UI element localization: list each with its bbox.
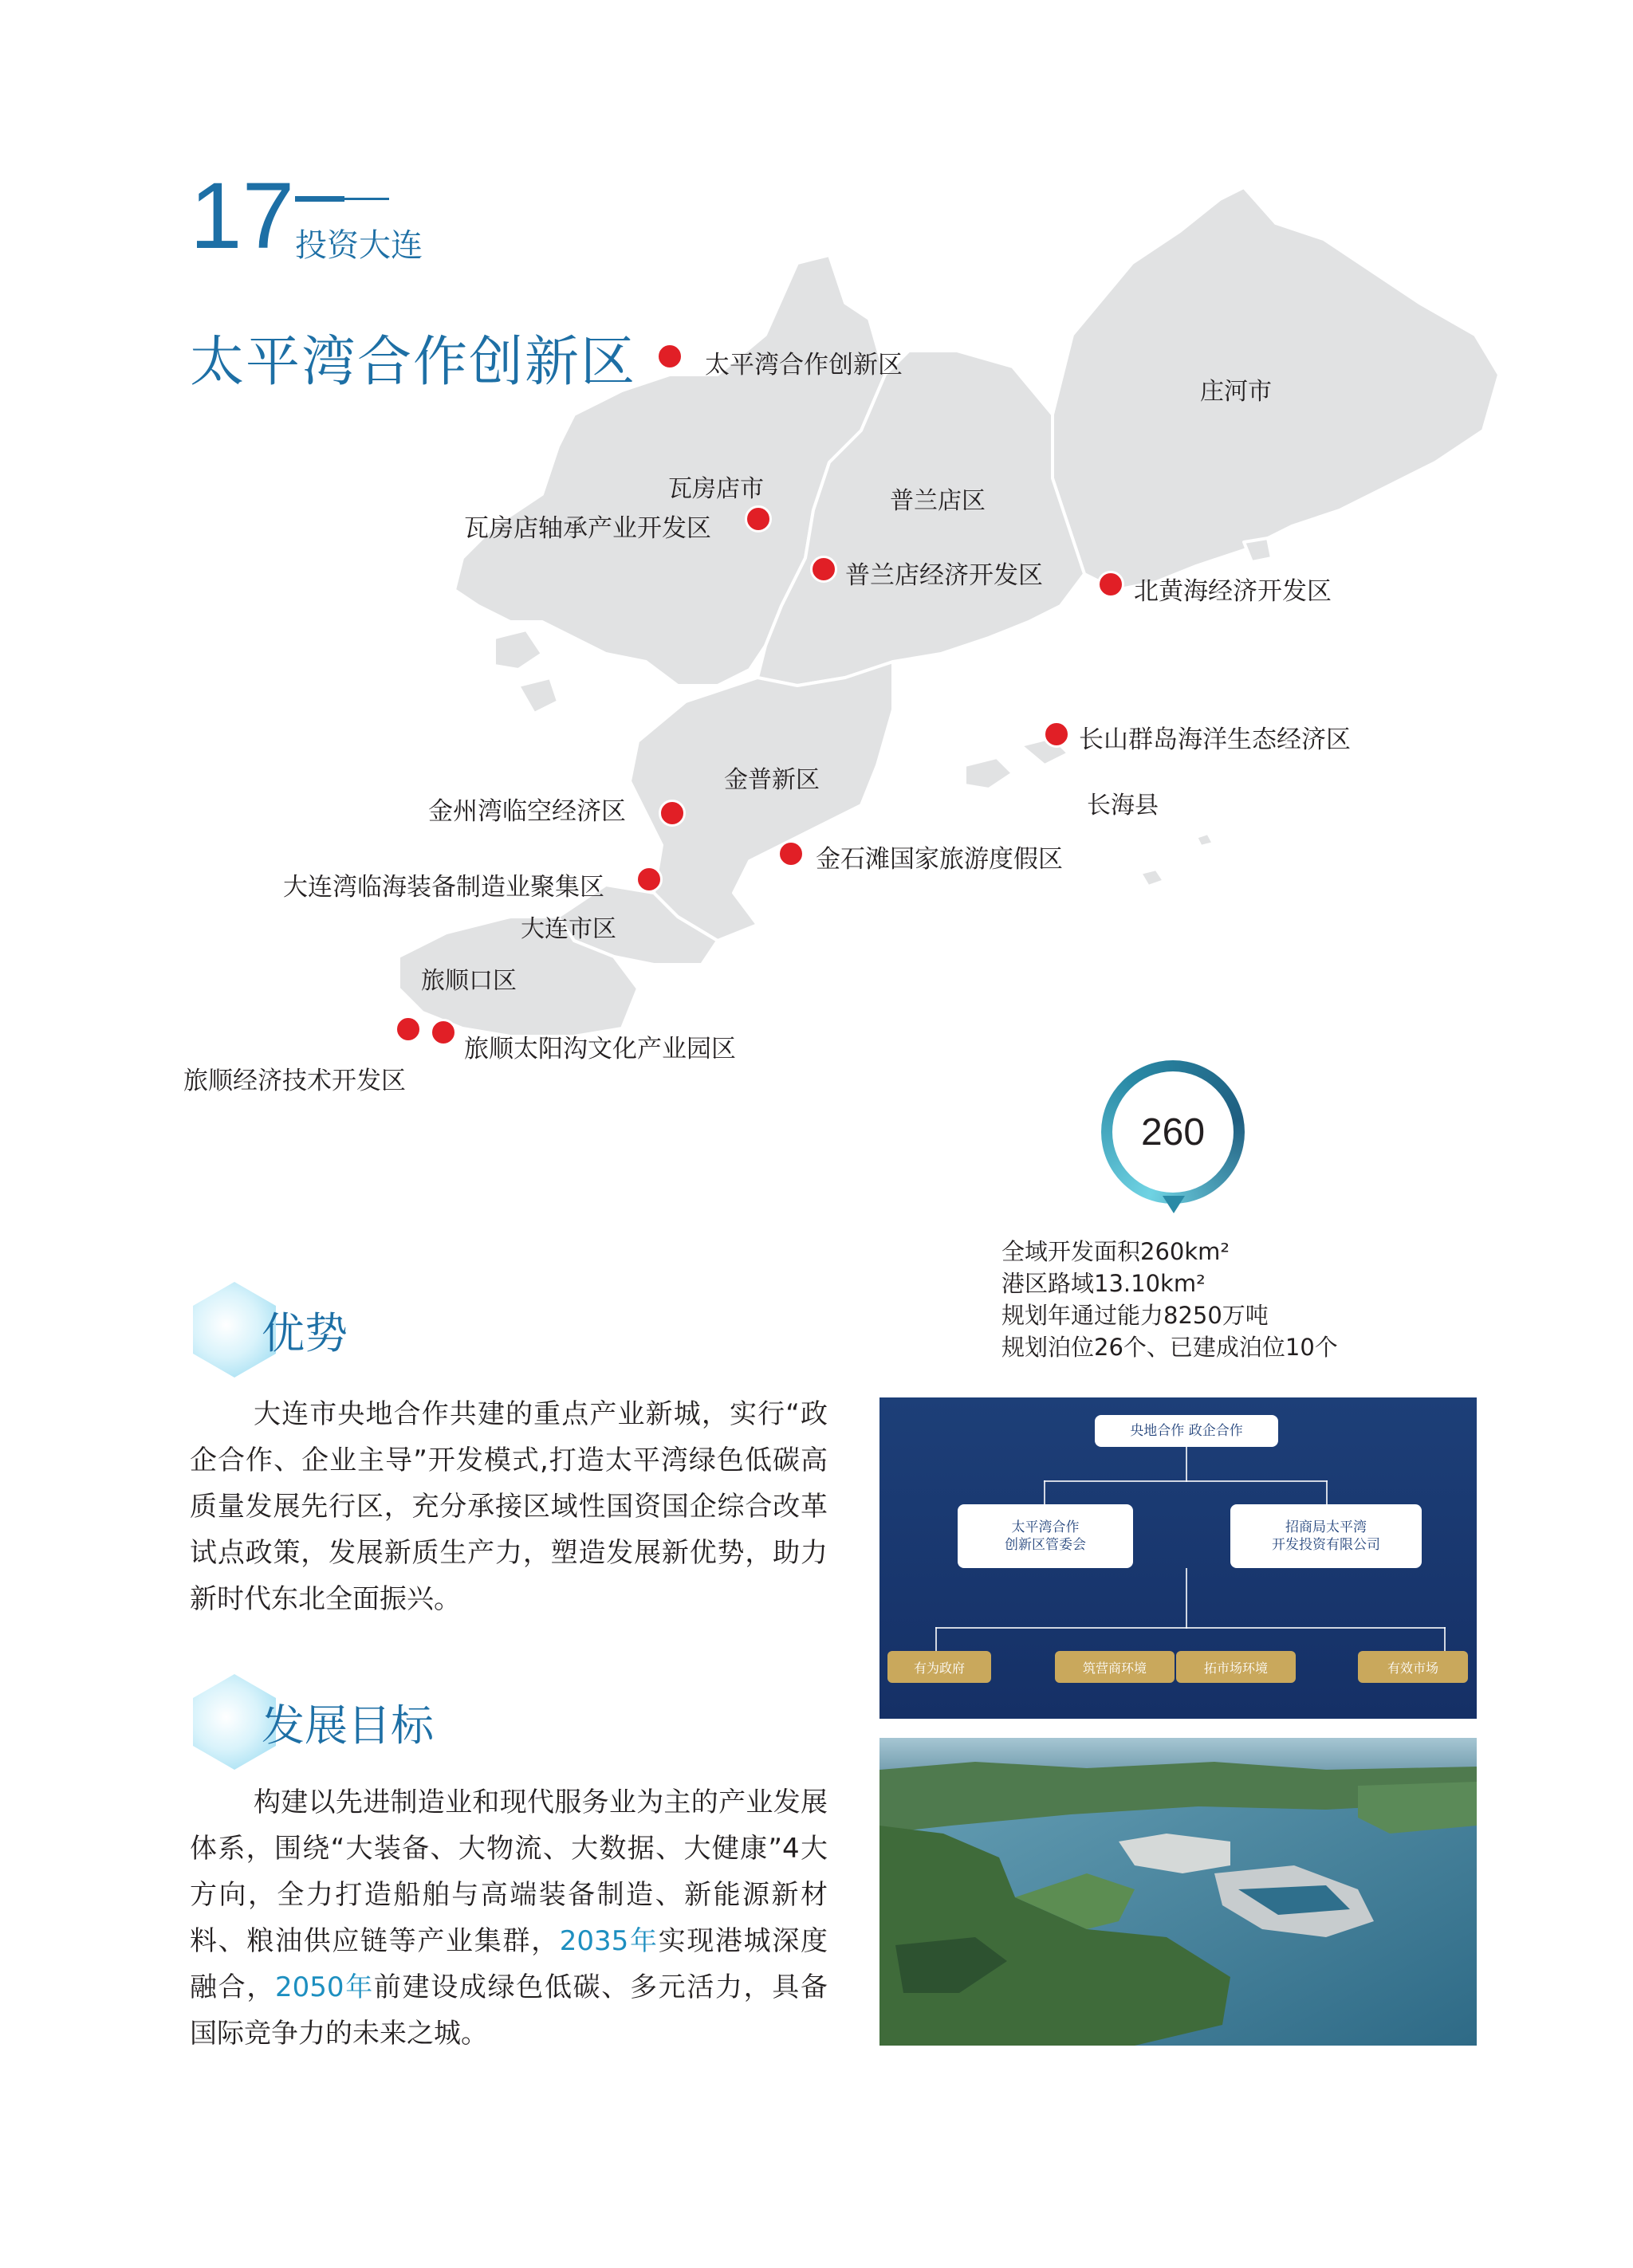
stat-bubble [1101,1060,1245,1204]
org-connector [1326,1480,1328,1504]
region-shape-offshore-3 [1244,538,1272,562]
org-connector [1444,1627,1446,1651]
goals-title: 发展目标 [262,1700,434,1751]
stat-lines [1001,1236,1338,1363]
org-chart [879,1397,1477,1719]
org-bottom-box: 筑营商环境 [1055,1651,1175,1683]
org-connector [935,1627,937,1651]
org-connector [935,1627,1446,1629]
zone-label-beihuanghai: 北黄海经济开发区 [1134,577,1332,606]
org-right-line1: 招商局太平湾 [1285,1519,1367,1535]
org-right-line2: 开发投资有限公司 [1272,1537,1380,1553]
region-shape-changhai-1 [965,757,1013,789]
goals-year-2050: 2050年 [275,1971,374,2003]
aerial-photo [879,1738,1477,2046]
org-right-box [1230,1504,1422,1568]
zone-label-jinzhouwan: 金州湾临空经济区 [428,797,626,826]
stat-bubble-pointer [1163,1196,1185,1213]
page-number: 17 [190,163,295,269]
org-bottom-box: 有效市场 [1358,1651,1468,1683]
region-shape-offshore-1 [494,630,542,670]
advantages-text: 大连市央地合作共建的重点产业新城，实行“政企合作、企业主导”开发模式,打造太平湾绿色低碳高质量发展先行区，充分承接区域性国资国企综合改革试点政策，发展新质生产力，塑造发展新优势，助力新时代东北全面振兴。 [190,1398,828,1615]
zone-label-jinshitan: 金石滩国家旅游度假区 [816,845,1063,874]
region-shape-changhai-3 [1140,869,1164,886]
goals-text-a: 构建以先进制造业和现代服务业为主的产业发展体系，围绕“大装备、大物流、大数据、大健康”4大方向，全力打造船舶与高端装备制造、新能源新材料、粮油供应链等产业集群， [190,1786,828,1957]
goals-text-b: 实现港城深度融合， [190,1925,828,2003]
stat-line: 全域开发面积260km² [1001,1238,1230,1265]
zone-dot-jinzhouwan[interactable] [659,800,686,827]
org-bottom-box: 拓市场环境 [1176,1651,1296,1683]
region-label-jinpu: 金普新区 [724,766,820,794]
zone-label-pld-econ: 普兰店经济开发区 [845,561,1043,590]
org-left-box [958,1504,1133,1568]
region-label-dalian-city: 大连市区 [521,915,616,943]
zone-label-wfd-bearing: 瓦房店轴承产业开发区 [464,514,711,543]
zone-label-lvshun-taiyanggou: 旅顺太阳沟文化产业园区 [464,1035,736,1063]
zone-label-lvshun-econ: 旅顺经济技术开发区 [183,1067,406,1095]
goals-year-2035: 2035年 [559,1925,659,1957]
zone-dot-lvshun-econ[interactable] [395,1016,422,1043]
org-connector [1186,1568,1187,1629]
region-label-pulandian: 普兰店区 [890,487,986,515]
org-bottom-box: 有为政府 [887,1651,991,1683]
org-left-line1: 太平湾合作 [1011,1519,1080,1535]
org-top-box: 央地合作 政企合作 [1095,1415,1278,1447]
zone-dot-beihuanghai[interactable] [1097,571,1124,598]
region-label-zhuanghe: 庄河市 [1200,378,1272,406]
goals-text [190,1779,828,2057]
org-connector [1186,1447,1187,1482]
stat-line: 规划泊位26个、已建成泊位10个 [1001,1334,1338,1361]
region-label-lvshun: 旅顺口区 [421,967,517,995]
zone-dot-jinshitan[interactable] [777,840,805,867]
region-shape-changhai-4 [1196,833,1214,847]
org-connector [1044,1480,1045,1504]
org-left-line2: 创新区管委会 [1005,1537,1086,1553]
stat-line: 港区路域13.10km² [1001,1270,1206,1297]
advantages-title: 优势 [262,1308,348,1358]
stat-line: 规划年通过能力8250万吨 [1001,1302,1269,1329]
org-connector [1044,1480,1328,1482]
stat-bubble-value: 260 [1112,1071,1234,1193]
region-label-wafangdian: 瓦房店市 [668,475,764,503]
zone-dot-changshan[interactable] [1043,721,1070,748]
zone-dot-wfd-bearing[interactable] [745,505,772,533]
zone-dot-pld-econ[interactable] [810,556,837,583]
section-label: 投资大连 [295,227,423,264]
zone-dot-taipingwan[interactable] [656,343,683,370]
zone-label-taipingwan: 太平湾合作创新区 [705,351,903,379]
goals-text-c: 前建设成绿色低碳、多元活力，具备国际竞争力的未来之城。 [190,1971,828,2050]
zone-dot-lvshun-taiyanggou[interactable] [430,1019,457,1046]
region-shape-offshore-2 [518,678,558,713]
region-shape-zhuanghe [1053,187,1499,590]
region-label-changhai: 长海县 [1087,792,1159,820]
zone-label-changshan: 长山群岛海洋生态经济区 [1079,725,1351,754]
zone-label-dalianwan: 大连湾临海装备制造业聚集区 [283,873,604,902]
page-title: 太平湾合作创新区 [190,331,637,394]
zone-dot-dalianwan[interactable] [635,866,663,893]
